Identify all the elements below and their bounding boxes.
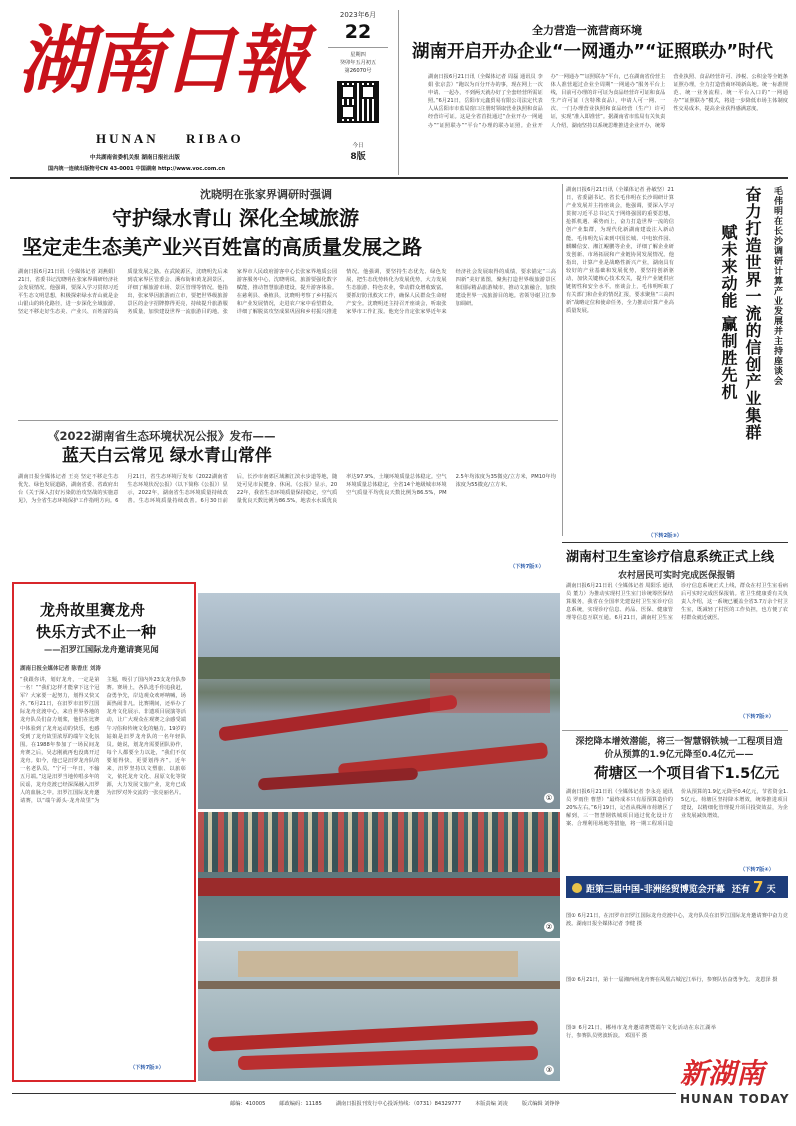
new-hunan-logo-en: HUNAN TODAY — [680, 1092, 790, 1106]
expo-countdown-icon — [572, 883, 582, 893]
tax-kicker: 深挖降本增效潜能，将三一智慧钢铁城一工程项目造价从预算的1.9亿元降至0.4亿元—— — [575, 737, 783, 760]
clinic-title: 湖南村卫生室诊疗信息系统正式上线 — [566, 550, 775, 565]
issue-number: 第26070号 — [344, 68, 372, 74]
publisher-line: 中共湖南省委机关报 湖南日报社出版 — [90, 155, 180, 161]
tax-title: 荷塘区一个项目省下1.5亿元 — [594, 766, 780, 782]
masthead-title: 湖南日報 — [18, 18, 306, 104]
mao-more-link[interactable]: （下转2版③） — [648, 533, 682, 539]
lunar-date: 癸卯年五月初五 — [339, 60, 377, 66]
new-hunan-logo[interactable] — [680, 1056, 790, 1126]
tax-more-link[interactable]: （下转7版④） — [740, 867, 774, 873]
eco-subtitle: 蓝天白云常见 绿水青山常伴 — [62, 446, 272, 466]
dragon-title-1: 龙舟故里赛龙舟 — [40, 601, 146, 619]
qr-code-icon[interactable] — [337, 81, 379, 123]
footer-info: 邮编：410005 邮政编码：11185 湖南日报报刊发行中心投诉热线：（0731）84329777 本版责编 刘凌 版式编辑 刘铮铮 — [230, 1101, 560, 1107]
eco-body: 湖南日报全媒体记者 王亮 坚定不移走生态优先、绿色发展道路，湖南省委、省政府出台《关于深入打好污染防治攻坚战的实施意见》，为全省生态环境保护工作指明方向。6月21日，省生态环境厅发布《2022湖南省生态环境状况公报》（以下简称《公报》）显示，2022年，湖南省生态环境质量持续改善。生态环境质量持续改善。6月30日前后，长沙市南郊区域湘江滨水步道等地，随处可见市民健身、休闲。《公报》显示，2022年，我省生态环境质量保持稳定，空气质量优良天数比例为86.5%，地表水水质优良率达97.9%，土壤环境质量总体稳定。空气环境质量总体稳定，全省14个地级城市环境空气质量平均优良天数比例为86.5%，PM2.5年均浓度为35微克/立方米，PM10年均浓度为55微克/立方米。 — [18, 474, 556, 505]
shen-kicker: 沈晓明在张家界调研时强调 — [200, 188, 332, 201]
top-story-kicker: 全力营造一流营商环境 — [532, 24, 642, 37]
expo-countdown-banner[interactable]: 距第三届中国-非洲经贸博览会开幕 还有 7 天 — [566, 876, 788, 898]
mao-body: 湖南日报6月21日讯（全媒体记者 孙敏坚）21日，省委副书记、省长毛伟明在长沙调研计算产业发展并主持座谈会，他强调，要深入学习贯彻习近平总书记关于网络强国的重要思想，抢抓机遇、乘势而上，奋力打造世界一流的信创产业集群，为现代化新湖南建设注入新动能。毛伟明先后来到中国长城、中电软件园、麒麟信安、湘江鲲鹏等企业，详细了解企业研发创新、市场拓展和产业链协同发展情况。他指出，计算产业是战略性新兴产业，湖南具有较好的产业基础和发展优势，要坚持创新驱动，加快关键核心技术攻关，提升产业链供应链韧性和安全水平。座谈会上，毛伟明听取了有关部门和企业的情况汇报，要求聚焦“三高四新”战略定位和使命任务，全力推动计算产业高质量发展。 — [566, 187, 674, 315]
mao-vertical-title-2: 赋未来动能 赢制胜先机 — [719, 224, 738, 401]
clinic-more-link[interactable]: （下转7版②） — [740, 714, 774, 720]
eco-more-link[interactable]: （下转7版①） — [510, 564, 544, 570]
dragon-byline: 湖南日报全媒体记者 陈香庄 刘涛 — [20, 666, 101, 672]
cn-number: 国内统一连续出版物号CN 43-0001 中国湖南 http://www.voc.com.cn — [48, 166, 226, 172]
photo-caption-3: 图③ 6月21日，郴州市龙舟邀请赛暨端午文化活动在东江湖举行，参赛队员劈波斩浪。 邓国平 摄 — [566, 1025, 716, 1040]
top-story-body: 湖南日报6月21日讯（全媒体记者 周磊 通讯员 李娟 张京芸）“跑以为百分开办的事，现在网上一次申请、一起办，不到两天就办好了全套经营所需证照。”6月21日，岳阳市元鑫贸易有限公司法定代表人从岳阳市市监局窗口注册时领取营业执照和食品经营许可证。这是全省首批通过“企业开办一网通办”“证照联办”“平台”办理的联办证照。企业开办“一网通办”“证照联办”平台，已在湖南省份营主体人准营超过企业全周期“一网通办”服务平台上线，目前可办理的许可证为食品经营许可证和食品生产许可证（含特殊食品），申请人可一网、一次、一门办理营业执照和食品经营（生产）许可证，实现“准入即准营”。据湖南省市监局有关负责人介绍，湖南坚持以系统思维推进企业开办，统筹营业执照、食品经营许可、涉税、公积金等全链条证照办理，全力打造营商环境新高地。统一标准规范、统一业务流程、统一平台入口的“一网通办”“证照联办”模式，将进一步降低市场主体制度性交易成本，提高企业获得感满意度。 — [428, 74, 788, 129]
pages-label: 今日 — [352, 143, 364, 149]
new-hunan-logo-cn: 新湖南 — [680, 1057, 765, 1090]
shen-body: 湖南日报6月21日讯（全媒体记者 刘燕娟）21日，省委书记沈晓明在张家界调研经济社会发展情况。他强调，要深入学习贯彻习近平生态文明思想，积极探索绿水青山就是金山银山的转化路径，进一步深化全域旅游，坚定不移走好生态美、产业兴、百姓富的高质量发展之路。在武陵源区，沈晓明先后来到袁家界区管委会、溪布街和黄龙洞景区，详细了解旅游市场、景区管理等情况。他指出，张家界因旅游而立市，要把世界级旅游景区的金字招牌擦得更亮，持续提升旅游服务质量，加快建设世界一流旅游目的地。张家界市人民政府游客中心长张家界地质公园游客服务中心，沈晓明说，旅游要强化数字赋能，推动智慧旅游建设，提升游客体验。在慈利县、桑植县，沈晓明考察了乡村振兴和产业发展情况，走进农户家中看望群众，详细了解脱贫攻坚成果巩固和乡村振兴推进情况。他强调，要坚持生态优先、绿色发展，把生态优势转化为发展优势，大力发展生态旅游、特色农业，带动群众增收致富。要抓好防汛救灾工作，确保人民群众生命财产安全。沈晓明还主持召开座谈会，听取张家界市工作汇报。他充分肯定张家界近年来经济社会发展取得的成绩，要求锚定“三高四新”美好蓝图，聚焦打造世界级旅游景区和国际精品旅游城市，推动文旅融合，加快建设世界一流旅游目的地。省领导谢卫江参加调研。 — [18, 269, 556, 316]
pages-count: 8版 — [350, 152, 366, 162]
mao-vertical-kicker: 毛伟明在长沙调研计算产业发展并主持座谈会 — [772, 186, 782, 386]
mao-vertical-title: 奋力打造世界一流的信创产业集群 — [743, 186, 762, 441]
photo-dragon-boat-1: ① — [198, 593, 560, 809]
year-month: 2023年6月 — [339, 11, 377, 19]
photo-caption-1: 图① 6月21日，在汨罗市汨罗江国际龙舟竞渡中心，龙舟队员在汨罗江国际龙舟邀请赛中奋力竞渡。湖南日报全媒体记者 李健 摄 — [566, 913, 788, 928]
clinic-body: 湖南日报6月21日讯（全媒体记者 周阳乐 通讯员 董力）为推动实现村卫生室门诊统筹医保结算服务，我省在全国率先建设村卫生室诊疗信息系统，实现诊疗信息、药品、医保、健康管理等信息互联互通。6月21日，湖南村卫生室诊疗信息系统正式上线，群众在村卫生室看病后可实时完成医保报销。省卫生健康委有关负责人介绍，这一系统已覆盖全省3.7万余个村卫生室，既减轻了村医的工作负担，也方便了农村群众就近就医。 — [566, 583, 788, 622]
dragon-subtitle: ——汨罗江国际龙舟邀请赛见闻 — [44, 644, 159, 654]
clinic-subtitle: 农村居民可实时完成医保报销 — [618, 571, 736, 581]
top-story-title: 湖南开启开办企业“一网通办”“证照联办”时代 — [412, 42, 774, 62]
masthead-pinyin-right: RIBAO — [186, 131, 244, 146]
photo-dragon-boat-3: ③ — [198, 941, 560, 1081]
photo-dragon-boat-2: ② — [198, 812, 560, 938]
date-day: 22 — [344, 21, 372, 43]
masthead-pinyin-left: HUNAN — [96, 131, 159, 146]
weekday: 星期四 — [350, 52, 366, 58]
shen-title-2: 坚定走生态美产业兴百姓富的高质量发展之路 — [22, 235, 422, 259]
eco-title: 《2022湖南省生态环境状况公报》发布—— — [48, 429, 276, 443]
tax-body: 湖南日报6月21日讯（全媒体记者 李永亮 通讯员 罗雨佳 曹慧）“最终成本只有原预算造价的20%左右。”6月19日，记者从株洲市荷塘区了解到，三一智慧钢铁城项目通过优化设计方案、合理利用场地等措施，将一期工程项目造价从预算的1.9亿元降至0.4亿元，节省资金1.5亿元。荷塘区坚持降本增效，统筹推进项目建设，以精细化管理提升项目投资效益，为企业发展减负增效。 — [566, 789, 788, 828]
photo-caption-2: 图② 6月21日，第十一届湘西州龙舟赛在凤凰古城沱江举行，参赛队伍奋勇争先。 龙恩泽 摄 — [566, 977, 778, 983]
dragon-title-2: 快乐方式不止一种 — [36, 623, 157, 641]
dragon-body: “我跟你讲，划好龙舟，一定是第一名！”“我们怎样才能拿下这个冠军？大家要一起努力，划得又快又齐。”6月21日，在汨罗市汨罗江国际龙舟竞渡中心，来自世界各地的龙舟队员们奋力划桨，他们在比赛中体验到了龙舟运动的快乐，也感受到了龙舟故里浓厚的端午文化氛围。在1988年参加了一场民间龙舟赛之后，吴志刚就再也没离开过龙舟。如今，他已是汨罗龙舟队的一名老队员。“宁可一年日，不输五月端。”这是汨罗当地传唱多年的民谣，龙舟竞渡已经深深融入汨罗人的血脉之中。汨罗江国际龙舟邀请赛，以“端午源头·龙舟故里”为主题，吸引了国内外23支龙舟队参赛。赛场上，各队选手你追我赶，奋勇争先，岸边观众欢呼呐喊，场面热闹非凡。比赛期间，还举办了龙舟文化展示、非遗项目展演等活动，让广大观众在观赛之余感受端午习俗和传统文化的魅力。19岁的姑娘是汨罗龙舟队的一名年轻队员。她说，划龙舟需要团队协作，每个人都要全力以赴，“我们不仅要划得快，更要划得齐”。近年来，汨罗坚持以文塑旅、以旅彰文，依托龙舟文化、屈原文化等资源，大力发展文旅产业，龙舟已成为汨罗对外交流的一张亮丽名片。 — [20, 677, 186, 805]
dragon-more-link[interactable]: （下转7版③） — [130, 1065, 164, 1071]
date-box — [322, 10, 394, 175]
shen-title-1: 守护绿水青山 深化全域旅游 — [112, 206, 359, 230]
